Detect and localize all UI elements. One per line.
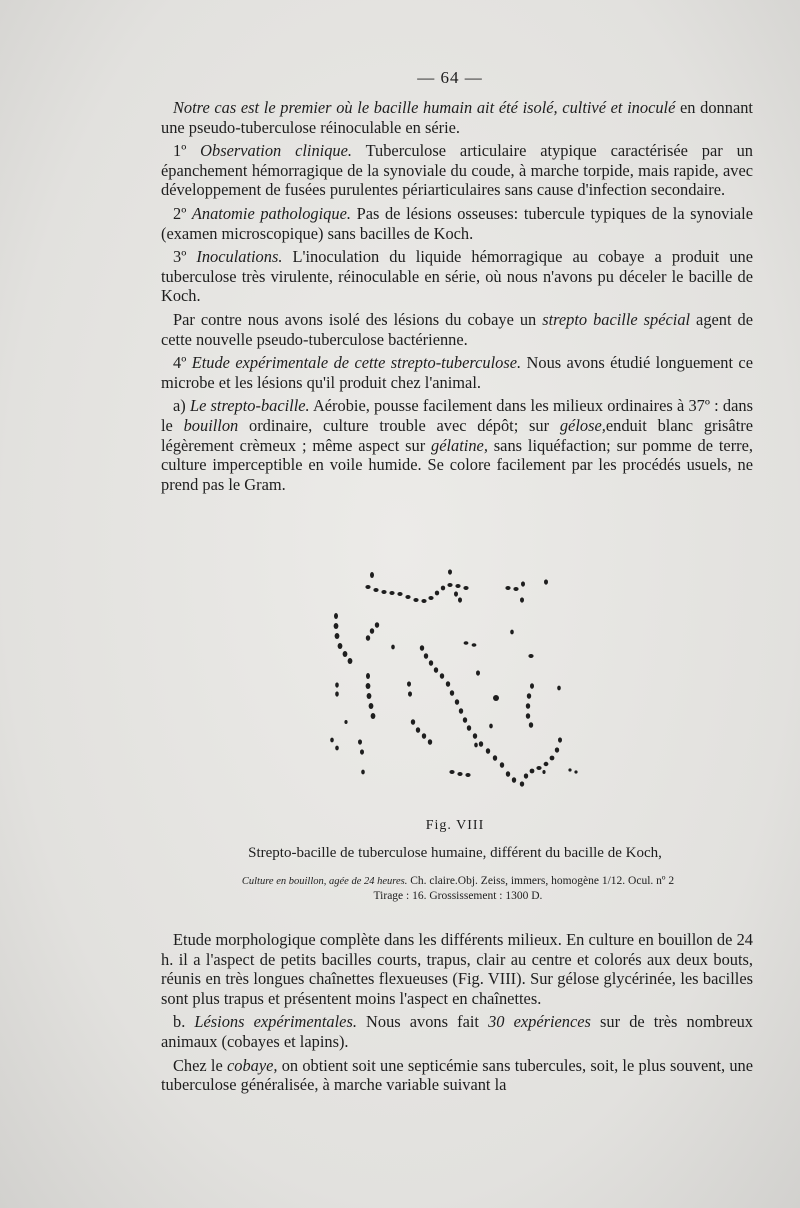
item-3 xyxy=(161,247,753,306)
cobaye-c: on obtient soit une septicémie sans tubercules, soit, le plus souvent, une tuberculose généralisée, à marche variable suivant la xyxy=(161,1055,754,1095)
item-a-e: ordinaire, culture trouble avec dépôt; sur xyxy=(238,415,560,435)
figure-caption-details xyxy=(150,874,766,904)
chain-middle xyxy=(407,630,534,783)
item-1-title: Observation clinique. xyxy=(200,141,352,161)
figure-caption: Strepto-bacille de tuberculose humaine, différent du bacille de Koch, xyxy=(248,845,662,861)
item-4-num: 4º xyxy=(173,353,192,373)
streptobacille-illustration xyxy=(310,560,590,800)
item-4-text: Nous avons étudié longuement ce microbe et les lésions qu'il produit chez l'animal. xyxy=(161,353,753,392)
intro-italic: Notre cas est le premier où le bacille humain ait été isolé, cultivé et inoculé xyxy=(173,98,676,117)
par-contre-b: strepto bacille spécial xyxy=(542,309,691,329)
item-4-title: Etude expérimentale de cette strepto-tuberculose. xyxy=(191,353,522,373)
item-b-b: Lésions expérimentales. xyxy=(194,1012,357,1032)
item-a-f: gélose, xyxy=(559,415,606,435)
figure-label: Fig. VIII xyxy=(425,818,485,833)
par-contre-c: agent de cette nouvelle pseudo-tuberculose bactérienne. xyxy=(161,309,753,349)
item-3-title: Inoculations. xyxy=(196,247,283,267)
item-b-c: Nous avons fait xyxy=(356,1012,489,1032)
intro-paragraph xyxy=(161,98,753,137)
item-3-num: 3º xyxy=(173,247,197,267)
item-2 xyxy=(161,204,753,243)
item-4 xyxy=(161,353,753,392)
item-b-d: 30 expériences xyxy=(488,1012,591,1032)
figure-caption-sub-1: Ch. claire.Obj. Zeiss, immers, homogène 1/12. Ocul. nº 2 xyxy=(407,875,675,887)
chain-top xyxy=(365,569,548,603)
item-a-a: a) xyxy=(173,396,190,416)
item-a-g: enduit blanc grisâtre légèrement crèmeux ; même aspect sur xyxy=(161,415,753,455)
item-2-num: 2º xyxy=(173,203,192,223)
figure-caption-italic: Culture en bouillon, agée de 24 heures. xyxy=(241,876,408,887)
item-1-num: 1º xyxy=(173,141,201,161)
item-2-text: Pas de lésions osseuses: tubercule typiques de la synoviale (examen microscopique) sans bacilles de Koch. xyxy=(161,203,753,243)
item-3-text: L'inoculation du liquide hémorragique au cobaye a produit une tuberculose très virulente, réinoculable en série, où nous n'avons pu déceler le bacille de Koch. xyxy=(161,247,753,306)
chain-right xyxy=(520,683,578,786)
cobaye-b: cobaye, xyxy=(226,1055,278,1075)
item-a xyxy=(161,396,753,494)
item-a-h: gélatine, xyxy=(431,435,488,455)
item-a-d: bouillon xyxy=(183,415,239,435)
item-b-e: sur de très nombreux animaux (cobayes et lapins). xyxy=(161,1012,754,1051)
par-contre-a: Par contre nous avons isolé des lésions du cobaye un xyxy=(173,309,543,329)
text-block-upper xyxy=(161,98,753,498)
text-block-lower xyxy=(161,930,753,1099)
page-number: — 64 — xyxy=(417,68,483,87)
cobaye-a: Chez le xyxy=(173,1055,227,1075)
figure-streptobacille-drawing xyxy=(310,560,590,800)
item-a-c: Aérobie, pousse facilement dans les milieux ordinaires à 37º : dans le xyxy=(161,396,753,435)
figure-caption-sub-2: Tirage : 16. Grossissement : 1300 D. xyxy=(373,890,543,902)
cobaye-paragraph xyxy=(161,1056,753,1095)
item-1-text: Tuberculose articulaire atypique caractérisée par un épanchement hémorragique de la synoviale du coude, à marche torpide, mais rapide, avec développement de fusées purulentes périarticulaires sans cause d'infection secondaire. xyxy=(161,141,753,200)
item-a-b: Le strepto-bacille. xyxy=(189,396,310,416)
item-2-title: Anatomie pathologique. xyxy=(191,203,351,223)
chain-left xyxy=(330,613,395,774)
etude-paragraph: Etude morphologique complète dans les différents milieux. En culture en bouillon de 24 h. il a l'aspect de petits bacilles courts, trapus, clair au centre et colorés aux deux bouts, réunis en très longues chaînettes flexueuses (Fig. VIII). Sur gélose glycérinée, les bacilles sont plus trapus et présentent moins l'aspect en chaînettes. xyxy=(161,930,753,1008)
item-a-i: sans liquéfaction; sur pomme de terre, culture imperceptible en voile humide. Se colore facilement par les procédés usuels, ne prend pas le Gram. xyxy=(161,435,753,494)
par-contre-paragraph xyxy=(161,310,753,349)
item-1 xyxy=(161,141,753,200)
item-b xyxy=(161,1012,753,1051)
item-b-a: b. xyxy=(173,1012,195,1032)
intro-rest: en donnant une pseudo-tuberculose réinoculable en série. xyxy=(161,98,753,137)
